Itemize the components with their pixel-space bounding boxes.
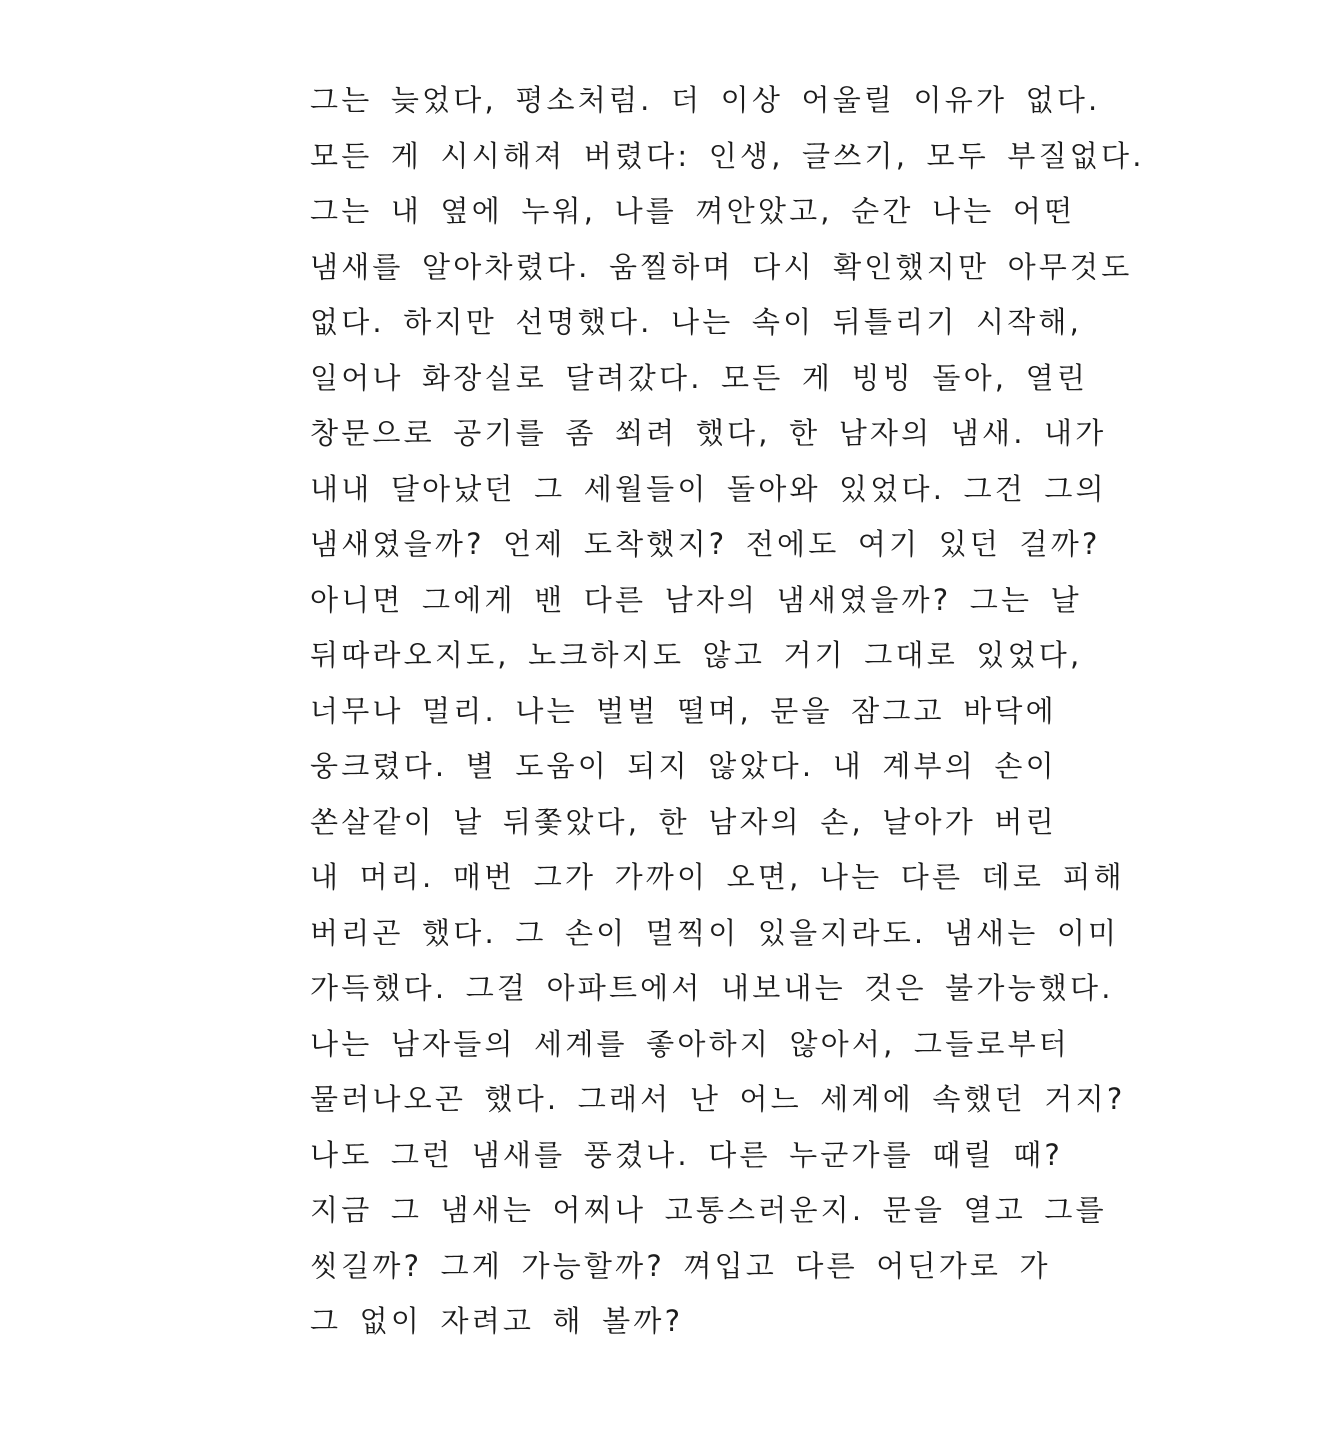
text-line-4: 냄새를 알아차렸다. 움찔하며 다시 확인했지만 아무것도 <box>310 249 1133 284</box>
text-line-11: 뒤따라오지도, 노크하지도 않고 거기 그대로 있었다, <box>310 638 1083 672</box>
text-line-8: 내내 달아났던 그 세월들이 돌아와 있었다. 그건 그의 <box>310 471 1107 506</box>
text-line-10: 아니면 그에게 밴 다른 남자의 냄새였을까? 그는 날 <box>310 582 1082 617</box>
text-line-3: 그는 내 옆에 누워, 나를 껴안았고, 순간 나는 어떤 <box>310 194 1076 228</box>
text-line-12: 너무나 멀리. 나는 벌벌 떨며, 문을 잠그고 바닥에 <box>310 693 1057 728</box>
text-line-20: 나도 그런 냄새를 풍겼나. 다른 누군가를 때릴 때? <box>310 1137 1064 1172</box>
text-line-18: 나는 남자들의 세계를 좋아하지 않아서, 그들로부터 <box>310 1026 1071 1061</box>
text-line-9: 냄새였을까? 언제 도착했지? 전에도 여기 있던 걸까? <box>310 527 1101 561</box>
text-line-14: 쏜살같이 날 뒤쫓았다, 한 남자의 손, 날아가 버린 <box>310 804 1057 839</box>
text-line-19: 물러나오곤 했다. 그래서 난 어느 세계에 속했던 거지? <box>310 1082 1126 1116</box>
text-line-15: 내 머리. 매번 그가 가까이 오면, 나는 다른 데로 피해 <box>310 860 1125 894</box>
text-line-17: 가득했다. 그걸 아파트에서 내보내는 것은 불가능했다. <box>310 971 1114 1005</box>
text-line-7: 창문으로 공기를 좀 쐬려 했다, 한 남자의 냄새. 내가 <box>310 416 1107 450</box>
text-line-6: 일어나 화장실로 달려갔다. 모든 게 빙빙 돌아, 열린 <box>310 360 1089 395</box>
text-line-22: 씻길까? 그게 가능할까? 껴입고 다른 어딘가로 가 <box>310 1248 1051 1283</box>
text-line-5: 없다. 하지만 선명했다. 나는 속이 뒤틀리기 시작해, <box>310 305 1083 339</box>
poem-text <box>310 76 1210 1353</box>
text-line-13: 웅크렸다. 별 도움이 되지 않았다. 내 계부의 손이 <box>310 749 1057 783</box>
text-line-23: 그 없이 자려고 해 볼까? <box>310 1304 684 1338</box>
text-line-2: 모든 게 시시해져 버렸다: 인생, 글쓰기, 모두 부질없다. <box>310 138 1145 173</box>
text-line-1: 그는 늦었다, 평소처럼. 더 이상 어울릴 이유가 없다. <box>310 83 1101 117</box>
text-line-16: 버리곤 했다. 그 손이 멀찍이 있을지라도. 냄새는 이미 <box>310 915 1120 950</box>
text-line-21: 지금 그 냄새는 어찌나 고통스러운지. 문을 열고 그를 <box>310 1193 1107 1227</box>
